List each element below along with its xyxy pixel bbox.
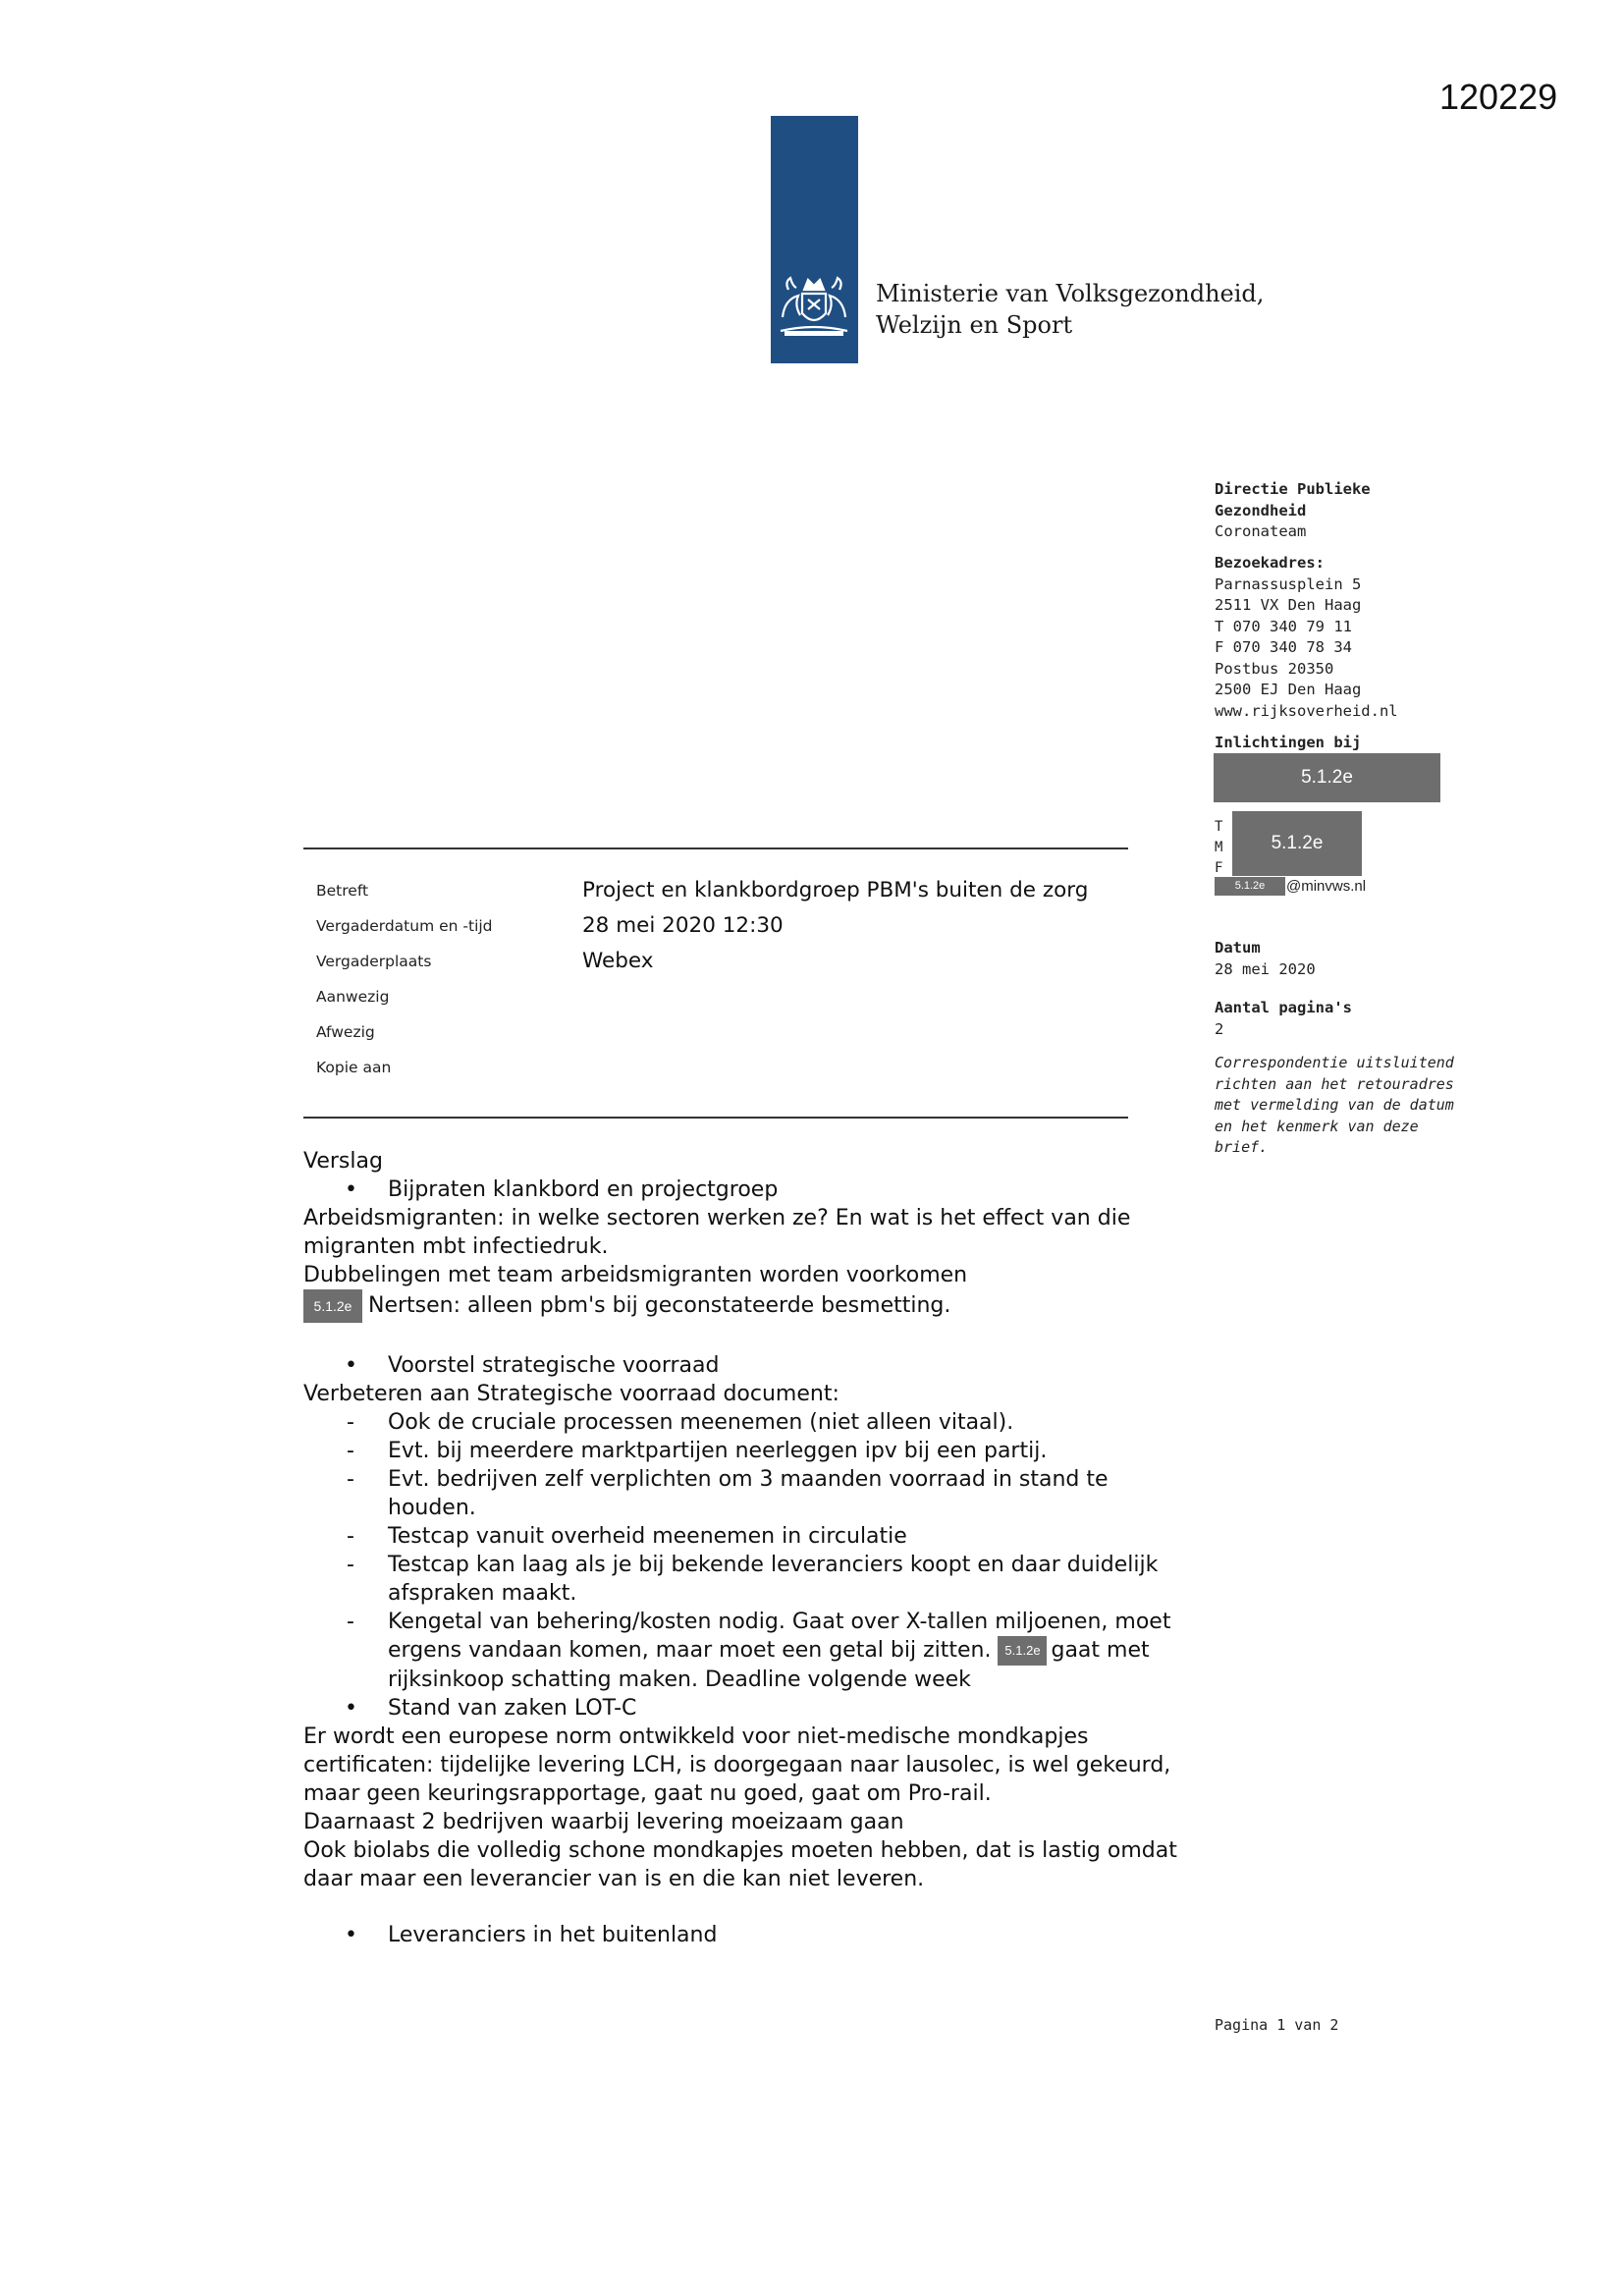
list-item	[303, 1551, 1187, 1608]
list-item: • Leveranciers in het buitenland	[303, 1921, 1187, 1949]
contact-letter-f: F	[1215, 860, 1223, 876]
paragraph: Daarnaast 2 bedrijven waarbij levering moeizaam gaan	[303, 1810, 904, 1834]
redaction-box: 5.1.2e	[1232, 811, 1362, 876]
list-item: - Ook de cruciale processen meenemen (niet alleen vitaal).	[303, 1408, 1187, 1437]
contact-letter-t: T	[1215, 819, 1223, 835]
date-heading: Datum	[1215, 939, 1261, 957]
visit-address-heading: Bezoekadres:	[1215, 554, 1325, 572]
list-item: • Voorstel strategische voorraad	[303, 1351, 1187, 1380]
redaction-box: 5.1.2e	[303, 1289, 362, 1323]
paragraph: Er wordt een europese norm ontwikkeld voor niet-medische mondkapjes	[303, 1724, 1089, 1749]
paragraph: certificaten: tijdelijke levering LCH, is doorgegaan naar lausolec, is wel gekeurd,	[303, 1753, 1171, 1777]
list-item-text: ergens vandaan komen, maar moet een getal bij zitten.	[388, 1638, 992, 1663]
list-item-line: - Kengetal van behering/kosten nodig. Gaat over X-tallen miljoenen, moet	[388, 1610, 1171, 1634]
contact-letters	[1215, 817, 1222, 879]
website: www.rijksoverheid.nl	[1215, 701, 1398, 720]
redaction-box: 5.1.2e	[1215, 877, 1285, 896]
phone: T 070 340 79 11	[1215, 617, 1352, 635]
team-name: Coronateam	[1215, 522, 1307, 540]
postbus-city: 2500 EJ Den Haag	[1215, 681, 1362, 698]
list-item: - Evt. bij meerdere marktpartijen neerleggen ipv bij een partij.	[303, 1437, 1187, 1465]
minutes-body	[303, 1147, 1187, 1949]
list-item-text: gaat met	[1051, 1638, 1150, 1663]
divider	[303, 847, 1128, 849]
absent-label: Afwezig	[316, 1023, 375, 1041]
correspondence-note: Correspondentie uitsluitend richten aan het retouradres met vermelding van de datum en het kenmerk van deze brief.	[1215, 1054, 1454, 1156]
paragraph: migranten mbt infectiedruk.	[303, 1234, 609, 1259]
list-item	[303, 1608, 1187, 1694]
paragraph-text: Nertsen: alleen pbm's bij geconstateerde besmetting.	[368, 1293, 951, 1318]
list-item-line: - Testcap kan laag als je bij bekende leveranciers koopt en daar duidelijk	[388, 1553, 1159, 1577]
visit-address-block	[1215, 553, 1398, 722]
department-block	[1215, 479, 1371, 543]
contact-letter-m: M	[1215, 840, 1223, 855]
paragraph	[303, 1289, 1187, 1323]
subject-label: Betreft	[316, 882, 369, 900]
postbus: Postbus 20350	[1215, 659, 1334, 678]
email-domain: @minvws.nl	[1286, 878, 1367, 895]
present-label: Aanwezig	[316, 988, 390, 1006]
date-block	[1215, 938, 1316, 980]
list-item-line: rijksinkoop schatting maken. Deadline volgende week	[388, 1667, 971, 1692]
department-line1: Directie Publieke	[1215, 480, 1371, 498]
ministry-name-line1: Ministerie van Volksgezondheid,	[876, 280, 1265, 307]
redaction-box: 5.1.2e	[998, 1636, 1047, 1666]
datetime-label: Vergaderdatum en -tijd	[316, 917, 493, 935]
list-item-line: - Evt. bedrijven zelf verplichten om 3 maanden voorraad in stand te	[388, 1467, 1109, 1492]
ministry-name	[876, 278, 1264, 341]
paragraph: Verbeteren aan Strategische voorraad document:	[303, 1382, 839, 1406]
place-label: Vergaderplaats	[316, 953, 432, 970]
page-number: Pagina 1 van 2	[1215, 2016, 1339, 2034]
list-item	[303, 1465, 1187, 1522]
paragraph: maar geen keuringsrapportage, gaat nu goed, gaat om Pro-rail.	[303, 1781, 992, 1806]
paragraph: daar maar een leverancier van is en die kan niet leveren.	[303, 1867, 925, 1891]
page-count-heading: Aantal pagina's	[1215, 999, 1352, 1016]
list-item-line: afspraken maakt.	[388, 1581, 577, 1606]
date-value: 28 mei 2020	[1215, 959, 1316, 978]
page-count-value: 2	[1215, 1019, 1224, 1038]
divider	[303, 1117, 1128, 1119]
info-heading: Inlichtingen bij	[1215, 734, 1362, 751]
page-count-block	[1215, 998, 1352, 1040]
street: Parnassusplein 5	[1215, 574, 1362, 593]
paragraph: Dubbelingen met team arbeidsmigranten worden voorkomen	[303, 1263, 968, 1287]
list-item: • Bijpraten klankbord en projectgroep	[303, 1175, 1187, 1204]
redaction-box: 5.1.2e	[1214, 753, 1440, 802]
paragraph: Arbeidsmigranten: in welke sectoren werken ze? En wat is het effect van die	[303, 1206, 1131, 1230]
list-item: • Stand van zaken LOT-C	[303, 1694, 1187, 1722]
postcode-city: 2511 VX Den Haag	[1215, 596, 1362, 614]
datetime-value: 28 mei 2020 12:30	[582, 913, 784, 938]
copy-label: Kopie aan	[316, 1059, 392, 1076]
paragraph: Ook biolabs die volledig schone mondkapjes moeten hebben, dat is lastig omdat	[303, 1838, 1177, 1863]
list-item-line: houden.	[388, 1496, 476, 1520]
ministry-name-line2: Welzijn en Sport	[876, 311, 1073, 339]
place-value: Webex	[582, 949, 654, 973]
section-heading: Verslag	[303, 1149, 383, 1174]
document-number: 120229	[1439, 77, 1558, 117]
subject-value: Project en klankbordgroep PBM's buiten de zorg	[582, 878, 1089, 902]
list-item-line	[388, 1636, 1187, 1666]
coat-of-arms-icon	[775, 270, 853, 343]
department-line2: Gezondheid	[1215, 501, 1307, 519]
fax: F 070 340 78 34	[1215, 638, 1352, 656]
list-item: - Testcap vanuit overheid meenemen in circulatie	[303, 1522, 1187, 1551]
